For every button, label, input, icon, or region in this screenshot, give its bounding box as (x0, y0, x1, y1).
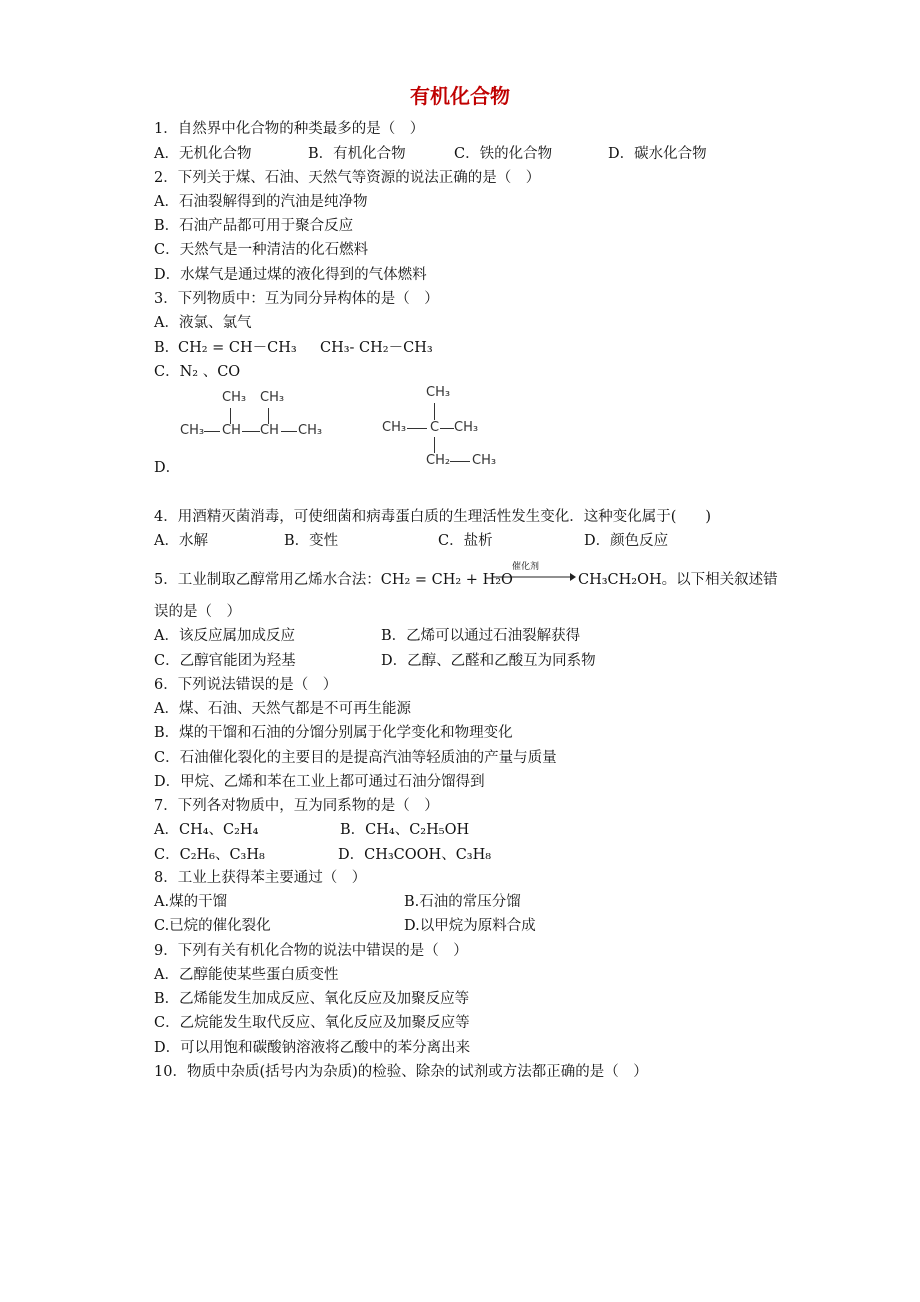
q2-option-d: D．水煤气是通过煤的液化得到的气体燃料 (154, 267, 427, 283)
q5-stem-pre: 5．工业制取乙醇常用乙烯水合法：CH₂ = CH₂ + H₂O (154, 572, 513, 588)
q6-option-c: C．石油催化裂化的主要目的是提高汽油等轻质油的产量与质量 (154, 750, 557, 766)
q9-stem: 9．下列有关有机化合物的说法中错误的是（ ） (154, 943, 468, 959)
q3-stem: 3．下列物质中：互为同分异构体的是（ ） (154, 291, 439, 307)
q2-option-a: A．石油裂解得到的汽油是纯净物 (154, 194, 368, 210)
q4-option-c: C．盐析 (438, 533, 493, 549)
struct2-left-ch3: CH₃ (382, 420, 407, 435)
q1-option-b: B．有机化合物 (308, 146, 406, 162)
q9-option-b: B．乙烯能发生加成反应、氧化反应及加聚反应等 (154, 991, 470, 1007)
bond-line (450, 461, 470, 462)
structural-formula-2-3-dimethylbutane (178, 388, 338, 448)
bond-line (230, 408, 231, 424)
struct1-ch-1: CH (222, 423, 241, 438)
q3-option-a: A．液氯、氯气 (154, 315, 252, 331)
q5-option-c: C．乙醇官能团为羟基 (154, 653, 296, 669)
struct2-bottom-right-ch3: CH₃ (472, 453, 497, 468)
q8-option-b: B.石油的常压分馏 (404, 894, 521, 910)
q6-option-d: D．甲烷、乙烯和苯在工业上都可通过石油分馏得到 (154, 774, 485, 790)
q2-stem: 2．下列关于煤、石油、天然气等资源的说法正确的是（ ） (154, 170, 541, 186)
struct1-ch-2: CH (260, 423, 279, 438)
q8-option-a: A.煤的干馏 (154, 894, 228, 910)
bond-line (434, 403, 435, 420)
struct2-top-ch3: CH₃ (426, 385, 451, 400)
q10-stem: 10．物质中杂质(括号内为杂质)的检验、除杂的试剂或方法都正确的是（ ） (154, 1064, 648, 1080)
bond-line (268, 408, 269, 424)
q3-option-b-formula1: CH₂ = CH－CH₃ (178, 340, 297, 356)
q6-option-a: A．煤、石油、天然气都是不可再生能源 (154, 701, 411, 717)
struct1-top-ch3-1: CH₃ (222, 390, 247, 405)
q6-option-b: B．煤的干馏和石油的分馏分别属于化学变化和物理变化 (154, 725, 513, 741)
q9-option-c: C．乙烷能发生取代反应、氧化反应及加聚反应等 (154, 1015, 470, 1031)
q1-option-d: D．碳水化合物 (608, 146, 707, 162)
bond-line (440, 428, 454, 429)
struct1-left-ch3: CH₃ (180, 423, 205, 438)
q2-option-c: C．天然气是一种清洁的化石燃料 (154, 242, 369, 258)
q3-option-c: C．N₂ 、CO (154, 364, 241, 380)
q8-option-c: C.已烷的催化裂化 (154, 918, 271, 934)
q8-stem: 8．工业上获得苯主要通过（ ） (154, 870, 367, 886)
structural-formula-2-2-dimethylbutane (380, 385, 520, 475)
q6-stem: 6．下列说法错误的是（ ） (154, 677, 338, 693)
q9-option-d: D．可以用饱和碳酸钠溶液将乙酸中的苯分离出来 (154, 1040, 471, 1056)
q7-option-b: B．CH₄、C₂H₅OH (340, 822, 470, 838)
q7-option-d: D．CH₃COOH、C₃H₈ (338, 847, 492, 863)
q4-option-d: D．颜色反应 (584, 533, 669, 549)
q7-option-c: C．C₂H₆、C₃H₈ (154, 847, 265, 863)
struct2-center-c: C (430, 420, 440, 435)
struct1-top-ch3-2: CH₃ (260, 390, 285, 405)
q3-option-d-label: D． (154, 460, 181, 476)
q1-option-c: C．铁的化合物 (454, 146, 553, 162)
bond-line (242, 431, 260, 432)
q9-option-a: A．乙醇能使某些蛋白质变性 (154, 967, 339, 983)
q1-stem: 1．自然界中化合物的种类最多的是（ ） (154, 121, 425, 137)
q7-option-a: A．CH₄、C₂H₄ (154, 822, 259, 838)
q5-option-a: A．该反应属加成反应 (154, 628, 295, 644)
q3-option-b-label: B． (154, 340, 180, 356)
q5-option-b: B．乙烯可以通过石油裂解获得 (381, 628, 581, 644)
q3-option-b-formula2: CH₃- CH₂－CH₃ (320, 340, 433, 356)
q4-option-a: A．水解 (154, 533, 208, 549)
q5-stem-post: CH₃CH₂OH。以下相关叙述错 (578, 572, 778, 588)
struct2-right-ch3: CH₃ (454, 420, 479, 435)
struct1-right-ch3: CH₃ (298, 423, 323, 438)
q4-stem: 4．用酒精灭菌消毒，可使细菌和病毒蛋白质的生理活性发生变化．这种变化属于( ) (154, 509, 712, 525)
reaction-arrow-icon (492, 571, 576, 583)
q5-option-d: D．乙醇、乙醛和乙酸互为同系物 (381, 653, 596, 669)
bond-line (281, 431, 297, 432)
bond-line (204, 431, 220, 432)
q8-option-d: D.以甲烷为原料合成 (404, 918, 536, 934)
q5-stem-cont: 误的是（ ） (154, 604, 241, 620)
q5-catalyst-label: 催化剂 (512, 562, 540, 572)
page-title: 有机化合物 (410, 84, 510, 108)
bond-line (434, 437, 435, 453)
q4-option-b: B．变性 (284, 533, 339, 549)
bond-line (407, 428, 427, 429)
struct2-bottom-ch2: CH₂ (426, 453, 451, 468)
q2-option-b: B．石油产品都可用于聚合反应 (154, 218, 354, 234)
q7-stem: 7．下列各对物质中，互为同系物的是（ ） (154, 798, 439, 814)
q1-option-a: A．无机化合物 (154, 146, 252, 162)
